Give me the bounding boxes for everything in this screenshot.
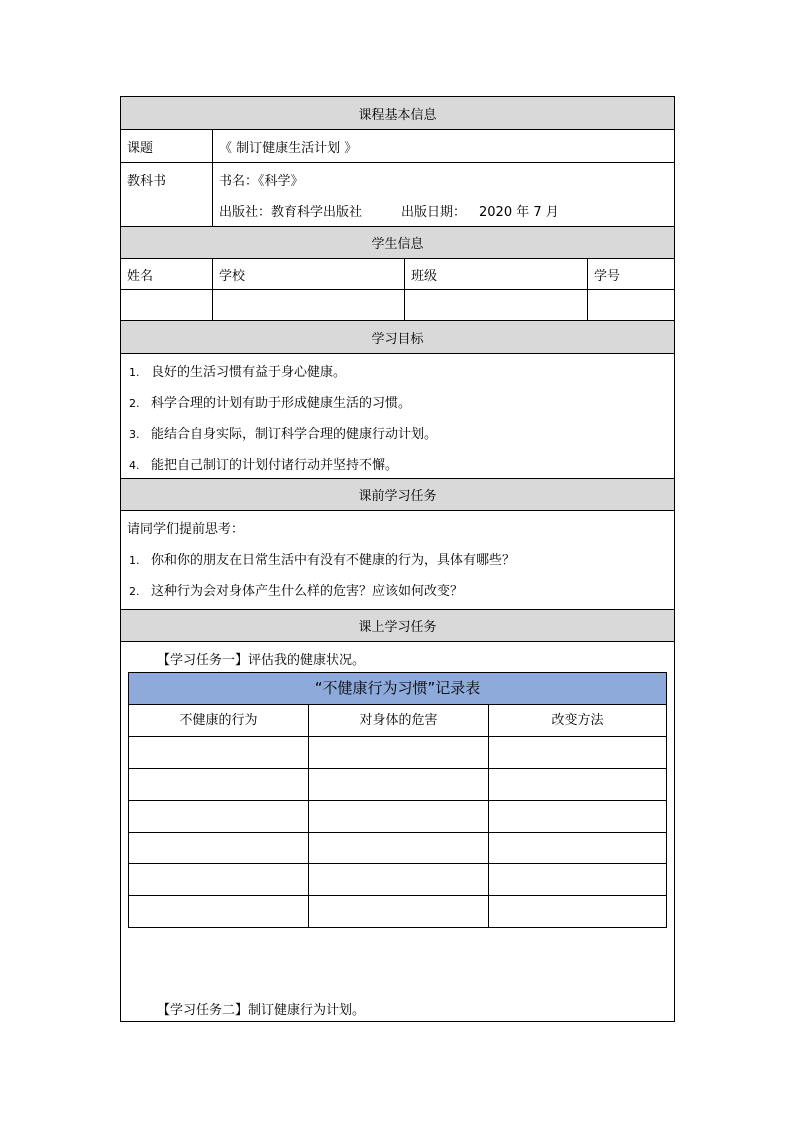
column-divider: [308, 705, 309, 927]
in-class-header: [121, 610, 674, 642]
textbook-label: 教科书: [127, 174, 167, 189]
textbook-row: [121, 163, 674, 227]
topic-row: [121, 130, 674, 163]
task-two: 【学习任务二】制订健康行为计划。: [157, 1003, 366, 1018]
publish-date-value: 2020 年 7 月: [479, 205, 559, 220]
topic-value: 《 制订健康生活计划 》: [219, 140, 358, 156]
pre-class-header: [121, 479, 674, 511]
pre-class-body: [121, 511, 674, 610]
record-table-header-row: [129, 705, 666, 737]
table-row[interactable]: [129, 737, 666, 769]
table-row[interactable]: [129, 833, 666, 864]
name-label: 姓名: [127, 268, 154, 284]
pre-class-item: 1. 你和你的朋友在日常生活中有没有不健康的行为，具体有哪些？: [129, 553, 516, 568]
in-class-header-text: 课上学习任务: [358, 620, 437, 635]
goals-header-text: 学习目标: [371, 331, 424, 347]
school-label: 学校: [219, 268, 246, 284]
goals-body: [121, 354, 674, 479]
table-row[interactable]: [129, 801, 666, 833]
goals-header: [121, 321, 674, 354]
basic-info-header-text: 课程基本信息: [358, 107, 437, 123]
student-info-header-text: 学生信息: [371, 237, 424, 252]
id-field[interactable]: [588, 290, 674, 320]
student-info-header: [121, 227, 674, 259]
student-input-row: [121, 290, 674, 321]
school-field[interactable]: [213, 290, 403, 320]
id-label: 学号: [594, 268, 621, 284]
record-table-title: “不健康行为习惯”记录表: [129, 673, 666, 705]
pre-class-item: 2. 这种行为会对身体产生什么样的危害？应该如何改变？: [129, 584, 464, 599]
topic-label: 课题: [127, 140, 154, 156]
publish-date-label: 出版日期：: [401, 205, 467, 220]
book-name: 书名：《科学》: [219, 174, 304, 189]
pre-class-intro: 请同学们提前思考：: [127, 522, 245, 537]
goal-item: 2. 科学合理的计划有助于形成健康生活的习惯。: [129, 396, 412, 411]
table-row[interactable]: [129, 864, 666, 896]
column-divider: [488, 705, 489, 927]
goal-item: 3. 能结合自身实际，制订科学合理的健康行动计划。: [129, 427, 438, 442]
goal-item: 4. 能把自己制订的计划付诸行动并坚持不懈。: [129, 458, 399, 473]
divider: [212, 163, 213, 227]
publisher: 出版社：教育科学出版社: [219, 205, 363, 220]
pre-class-header-text: 课前学习任务: [358, 489, 437, 504]
class-field[interactable]: [405, 290, 587, 320]
task-one: 【学习任务一】评估我的健康状况。: [157, 653, 366, 668]
record-table: [128, 672, 667, 928]
column-header: 不健康的行为: [179, 713, 258, 728]
lesson-form: [120, 96, 675, 1022]
column-header: 改变方法: [551, 713, 604, 728]
goal-item: 1. 良好的生活习惯有益于身心健康。: [129, 365, 347, 380]
table-row[interactable]: [129, 896, 666, 927]
student-label-row: [121, 259, 674, 290]
name-field[interactable]: [121, 290, 212, 320]
table-row[interactable]: [129, 769, 666, 801]
column-header: 对身体的危害: [359, 713, 438, 728]
class-label: 班级: [411, 268, 438, 284]
basic-info-header: [121, 97, 674, 130]
